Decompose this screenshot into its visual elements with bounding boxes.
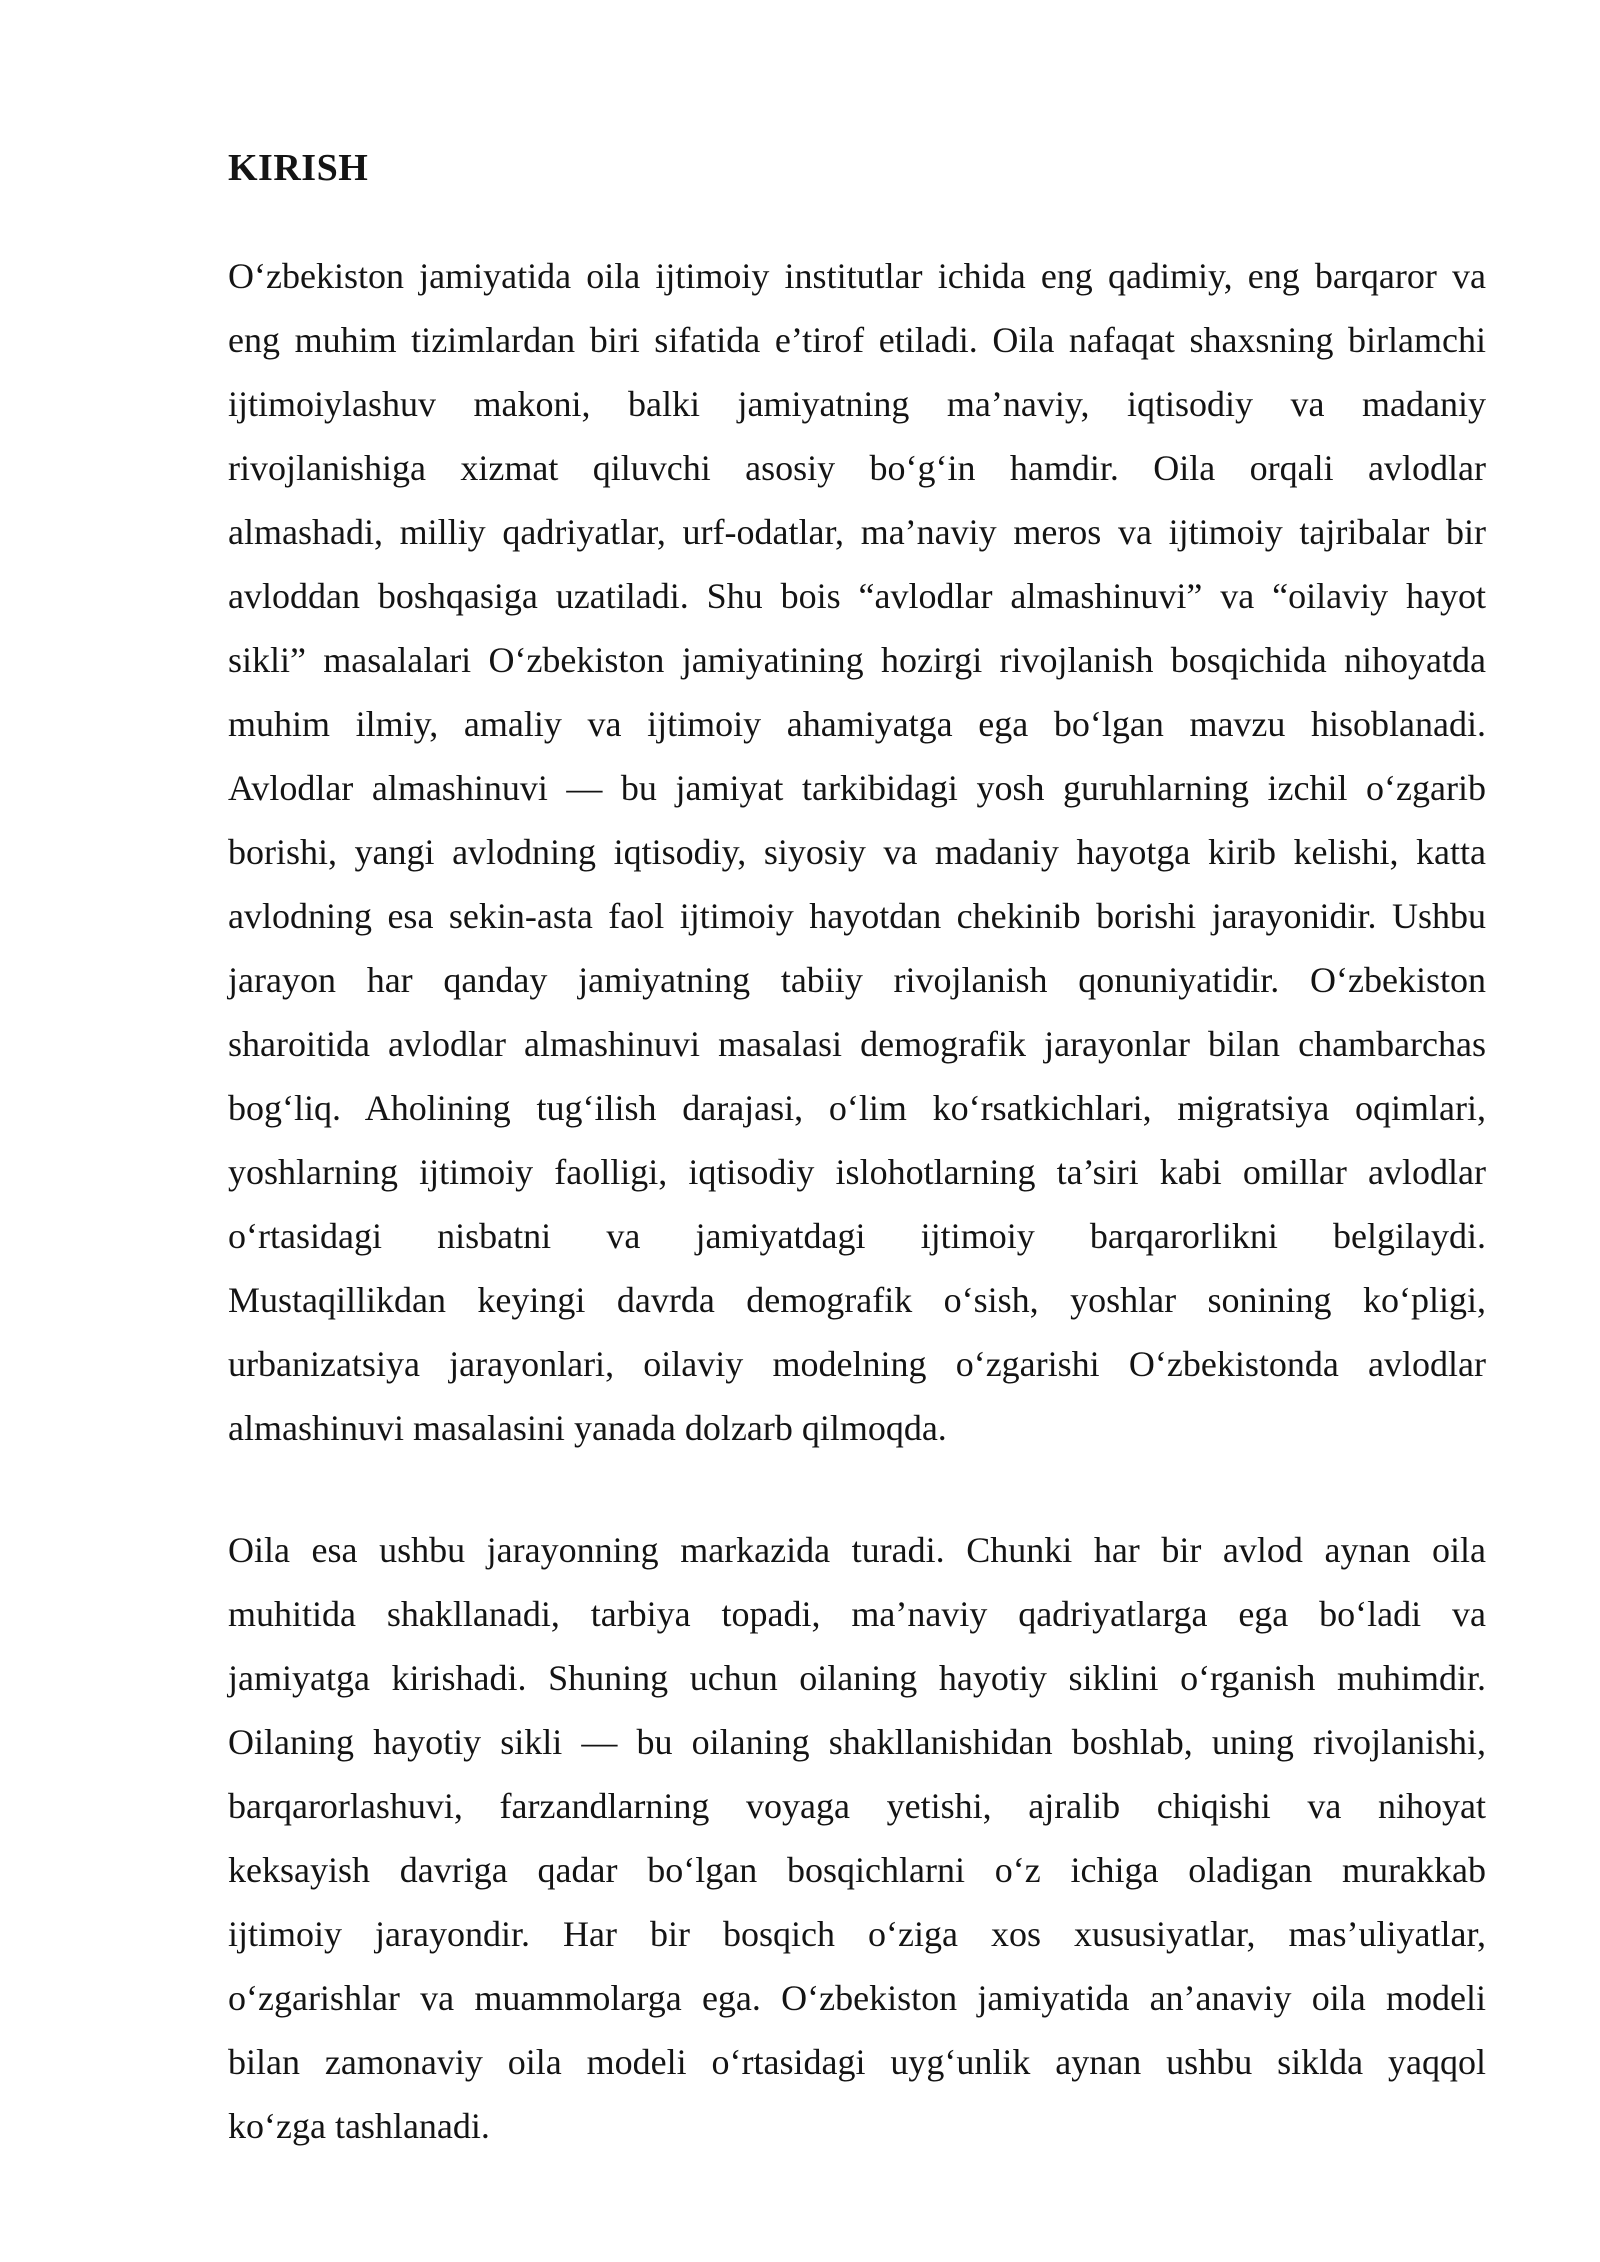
text-line: almashadi, milliy qadriyatlar, urf-odatlar, ma’naviy meros va ijtimoiy tajribalar bir [228, 512, 1486, 552]
text-line: ko‘zga tashlanadi. [228, 2106, 490, 2146]
text-line: jamiyatga kirishadi. Shuning uchun oilaning hayotiy siklini o‘rganish muhimdir. [228, 1658, 1486, 1698]
text-line: borishi, yangi avlodning iqtisodiy, siyosiy va madaniy hayotga kirib kelishi, katta [228, 832, 1486, 872]
text-line: avlodning esa sekin-asta faol ijtimoiy hayotdan chekinib borishi jarayonidir. Ushbu [228, 896, 1486, 936]
text-line: O‘zbekiston jamiyatida oila ijtimoiy institutlar ichida eng qadimiy, eng barqaror va [228, 256, 1486, 296]
text-line: rivojlanishiga xizmat qiluvchi asosiy bo‘g‘in hamdir. Oila orqali avlodlar [228, 448, 1486, 488]
text-line: muhitida shakllanadi, tarbiya topadi, ma’naviy qadriyatlarga ega bo‘ladi va [228, 1594, 1486, 1634]
text-line: keksayish davriga qadar bo‘lgan bosqichlarni o‘z ichiga oladigan murakkab [228, 1850, 1486, 1890]
text-line: bog‘liq. Aholining tug‘ilish darajasi, o‘lim ko‘rsatkichlari, migratsiya oqimlari, [228, 1088, 1486, 1128]
text-line: bilan zamonaviy oila modeli o‘rtasidagi uyg‘unlik aynan ushbu siklda yaqqol [228, 2042, 1486, 2082]
text-line: Mustaqillikdan keyingi davrda demografik o‘sish, yoshlar sonining ko‘pligi, [228, 1280, 1486, 1320]
text-line: o‘zgarishlar va muammolarga ega. O‘zbekiston jamiyatida an’anaviy oila modeli [228, 1978, 1486, 2018]
text-line: Avlodlar almashinuvi — bu jamiyat tarkibidagi yosh guruhlarning izchil o‘zgarib [228, 768, 1486, 808]
text-line: avloddan boshqasiga uzatiladi. Shu bois “avlodlar almashinuvi” va “oilaviy hayot [228, 576, 1486, 616]
text-line: urbanizatsiya jarayonlari, oilaviy modelning o‘zgarishi O‘zbekistonda avlodlar [228, 1344, 1486, 1384]
text-line: yoshlarning ijtimoiy faolligi, iqtisodiy islohotlarning ta’siri kabi omillar avlodlar [228, 1152, 1486, 1192]
paragraphs-container [228, 244, 1486, 2158]
text-line: muhim ilmiy, amaliy va ijtimoiy ahamiyatga ega bo‘lgan mavzu hisoblanadi. [228, 704, 1486, 744]
text-line: barqarorlashuvi, farzandlarning voyaga yetishi, ajralib chiqishi va nihoyat [228, 1786, 1486, 1826]
text-line: sikli” masalalari O‘zbekiston jamiyatining hozirgi rivojlanish bosqichida nihoyatda [228, 640, 1486, 680]
paragraph [228, 244, 1486, 1460]
text-line: Oilaning hayotiy sikli — bu oilaning shakllanishidan boshlab, uning rivojlanishi, [228, 1722, 1486, 1762]
text-line: ijtimoiy jarayondir. Har bir bosqich o‘ziga xos xususiyatlar, mas’uliyatlar, [228, 1914, 1486, 1954]
text-line: eng muhim tizimlardan biri sifatida e’tirof etiladi. Oila nafaqat shaxsning birlamchi [228, 320, 1486, 360]
text-line: o‘rtasidagi nisbatni va jamiyatdagi ijtimoiy barqarorlikni belgilaydi. [228, 1216, 1486, 1256]
text-line: sharoitida avlodlar almashinuvi masalasi demografik jarayonlar bilan chambarchas [228, 1024, 1486, 1064]
text-line: Oila esa ushbu jarayonning markazida turadi. Chunki har bir avlod aynan oila [228, 1530, 1486, 1570]
text-line: jarayon har qanday jamiyatning tabiiy rivojlanish qonuniyatidir. O‘zbekiston [228, 960, 1486, 1000]
section-heading: KIRISH [228, 147, 369, 189]
text-line: almashinuvi masalasini yanada dolzarb qilmoqda. [228, 1408, 947, 1448]
paragraph [228, 1518, 1486, 2158]
text-line: ijtimoiylashuv makoni, balki jamiyatning ma’naviy, iqtisodiy va madaniy [228, 384, 1486, 424]
